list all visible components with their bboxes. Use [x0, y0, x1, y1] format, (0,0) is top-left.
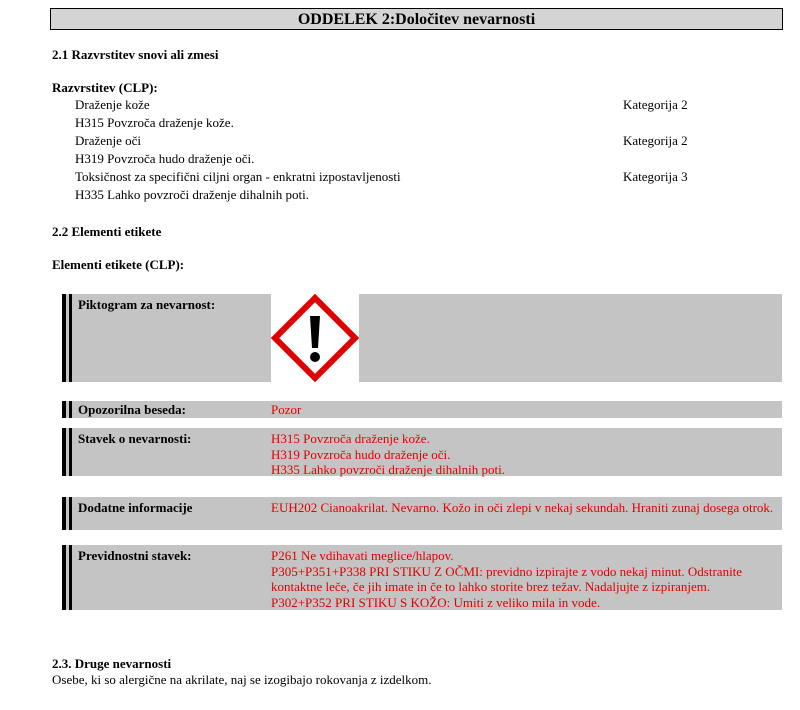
precautionary-statements-box: [62, 545, 782, 610]
additional-info-value: EUH202 Cianoakrilat. Nevarno. Kožo in oči zlepi v nekaj sekundah. Hraniti zunaj dosega otrok.: [271, 500, 774, 515]
pictogram-label: Piktogram za nevarnost:: [78, 297, 216, 312]
other-hazards-text: Osebe, ki so alergične na akrilate, naj se izogibajo rokovanja z izdelkom.: [52, 672, 432, 687]
hazard-statement: H315 Povzroča draženje kože.: [271, 431, 430, 446]
signal-word-box: [62, 401, 782, 418]
classification-category: Kategorija 2: [623, 97, 688, 112]
classification-category: Kategorija 3: [623, 169, 688, 184]
classification-clp-heading: Razvrstitev (CLP):: [52, 80, 158, 95]
classification-label: Toksičnost za specifični ciljni organ - enkratni izpostavljenosti: [75, 169, 401, 184]
hazard-code-line: H335 Lahko povzroči draženje dihalnih poti.: [75, 187, 309, 202]
hazard-code-line: H315 Povzroča draženje kože.: [75, 115, 234, 130]
subsection-2-2-heading: 2.2 Elementi etikete: [52, 224, 162, 239]
label-elements-clp-heading: Elementi etikete (CLP):: [52, 257, 185, 272]
subsection-2-3-heading: 2.3. Druge nevarnosti: [52, 656, 172, 671]
subsection-2-1-heading: 2.1 Razvrstitev snovi ali zmesi: [52, 47, 219, 62]
classification-label: Draženje oči: [75, 133, 142, 148]
precautionary-statement: P305+P351+P338 PRI STIKU Z OČMI: previdno izpirajte z vodo nekaj minut. Odstranite kontaktne leče, če jih imate in če to lahko storite brez težav. Nadaljujte z izpiranjem.: [271, 563, 743, 594]
pictogram-box: [62, 294, 782, 382]
section-title: ODDELEK 2:Določitev nevarnosti: [50, 8, 783, 30]
ghs07-exclamation-mark-icon: [271, 294, 359, 382]
precautionary-statements-list: [271, 548, 778, 610]
hazard-statements-list: [271, 431, 778, 478]
precautionary-statement: P261 Ne vdihavati meglice/hlapov.: [271, 548, 454, 563]
pictogram-area: [271, 294, 359, 382]
precautionary-statements-label: Previdnostni stavek:: [78, 548, 192, 563]
hazard-statement: H319 Povzroča hudo draženje oči.: [271, 446, 451, 462]
classification-category: Kategorija 2: [623, 133, 688, 148]
additional-info-box: [62, 497, 782, 530]
precautionary-statement: P302+P352 PRI STIKU S KOŽO: Umiti z veliko mila in vode.: [271, 594, 601, 610]
additional-info-label: Dodatne informacije: [78, 500, 193, 515]
hazard-statement: H335 Lahko povzroči draženje dihalnih poti.: [271, 462, 505, 477]
hazard-statements-box: [62, 428, 782, 476]
classification-label: Draženje kože: [75, 97, 150, 112]
signal-word-label: Opozorilna beseda:: [78, 402, 186, 417]
hazard-code-line: H319 Povzroča hudo draženje oči.: [75, 151, 255, 166]
hazard-statements-label: Stavek o nevarnosti:: [78, 431, 192, 446]
signal-word-value: Pozor: [271, 402, 302, 417]
